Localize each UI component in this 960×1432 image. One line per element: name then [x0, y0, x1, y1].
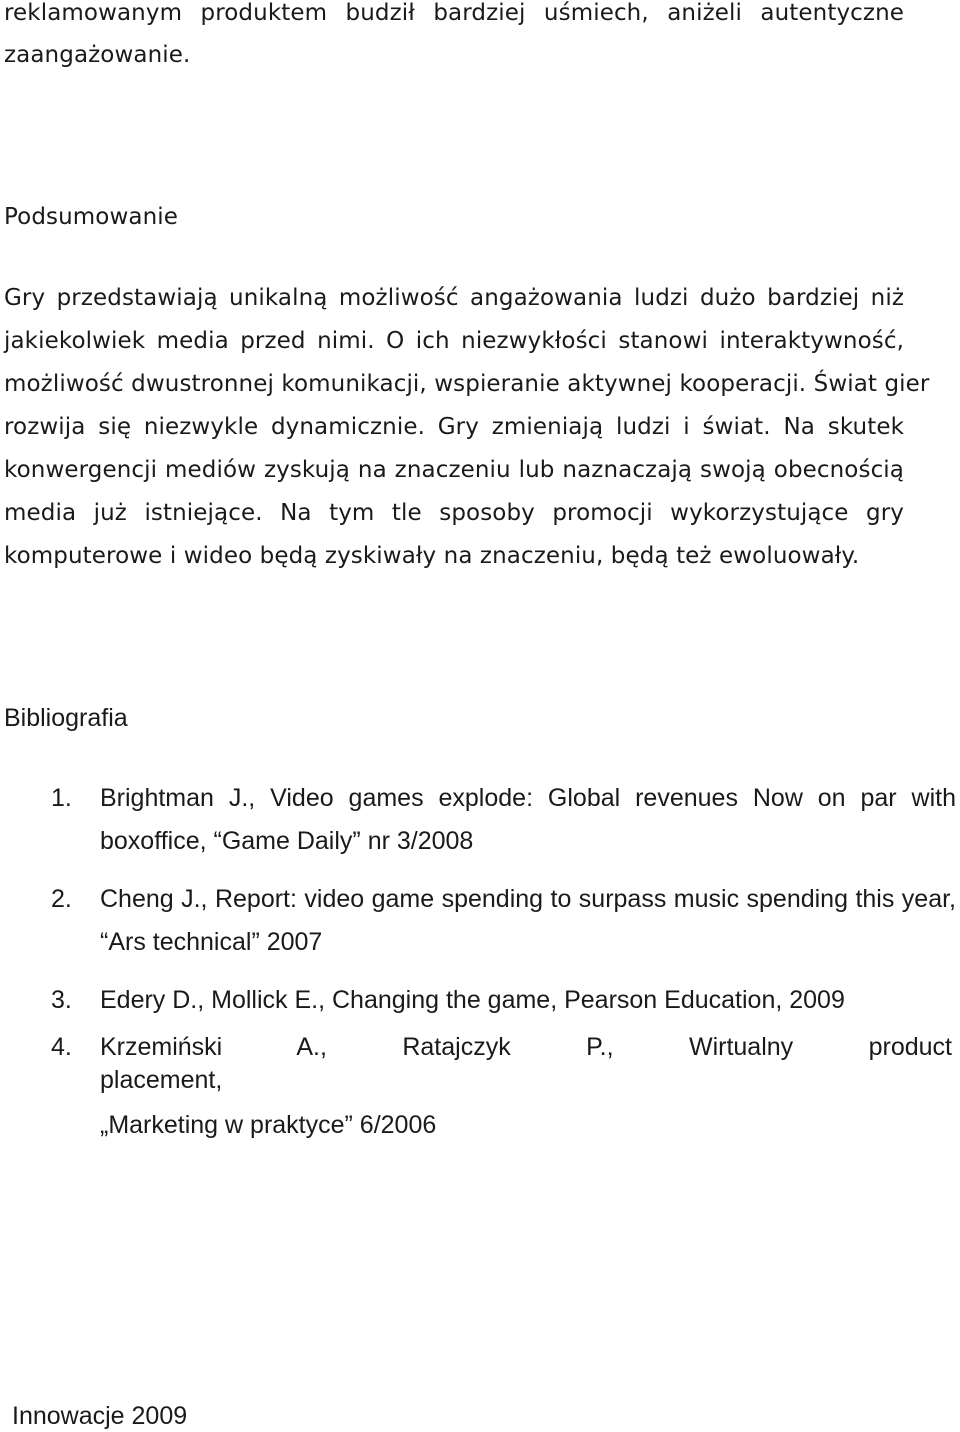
intro-line-1: reklamowanym produktem budził bardziej uśmiech, aniżeli autentyczne: [4, 0, 904, 26]
summary-line-5: konwergencji mediów zyskują na znaczeniu lub naznaczają swoją obecnością: [4, 457, 904, 483]
bib-item-4-line-1: Krzemiński A., Ratajczyk P., Wirtualny product: [100, 1033, 952, 1061]
bib-item-4-number: 4.: [51, 1033, 72, 1061]
summary-line-4: rozwija się niezwykle dynamicznie. Gry zmieniają ludzi i świat. Na skutek: [4, 414, 904, 440]
bib-item-1-number: 1.: [51, 784, 72, 812]
bib-item-1-line-1: Brightman J., Video games explode: Global revenues Now on par with: [100, 784, 956, 812]
summary-line-6: media już istniejące. Na tym tle sposoby promocji wykorzystujące gry: [4, 500, 904, 526]
bib-item-2-line-1: Cheng J., Report: video game spending to surpass music spending this year,: [100, 885, 956, 913]
bib-item-4-line-3: „Marketing w praktyce” 6/2006: [100, 1111, 437, 1139]
bib-item-1-line-2: boxoffice, “Game Daily” nr 3/2008: [100, 827, 474, 855]
summary-line-7: komputerowe i wideo będą zyskiwały na znaczeniu, będą też ewoluowały.: [4, 543, 860, 569]
bib-item-3-number: 3.: [51, 986, 72, 1014]
bib-item-4-line-2: placement,: [100, 1066, 223, 1094]
summary-line-2: jakiekolwiek media przed nimi. O ich niezwykłości stanowi interaktywność,: [4, 328, 904, 354]
intro-line-2: zaangażowanie.: [4, 42, 191, 68]
footer-label: Innowacje 2009: [12, 1402, 188, 1430]
summary-line-3: możliwość dwustronnej komunikacji, wspieranie aktywnej kooperacji. Świat gier: [4, 371, 930, 397]
summary-heading: Podsumowanie: [4, 204, 178, 230]
summary-line-1: Gry przedstawiają unikalną możliwość angażowania ludzi dużo bardziej niż: [4, 285, 904, 311]
bib-item-2-line-2: “Ars technical” 2007: [100, 928, 323, 956]
bib-item-3-line-1: Edery D., Mollick E., Changing the game, Pearson Education, 2009: [100, 986, 845, 1014]
bibliography-heading: Bibliografia: [4, 704, 128, 732]
bib-item-2-number: 2.: [51, 885, 72, 913]
